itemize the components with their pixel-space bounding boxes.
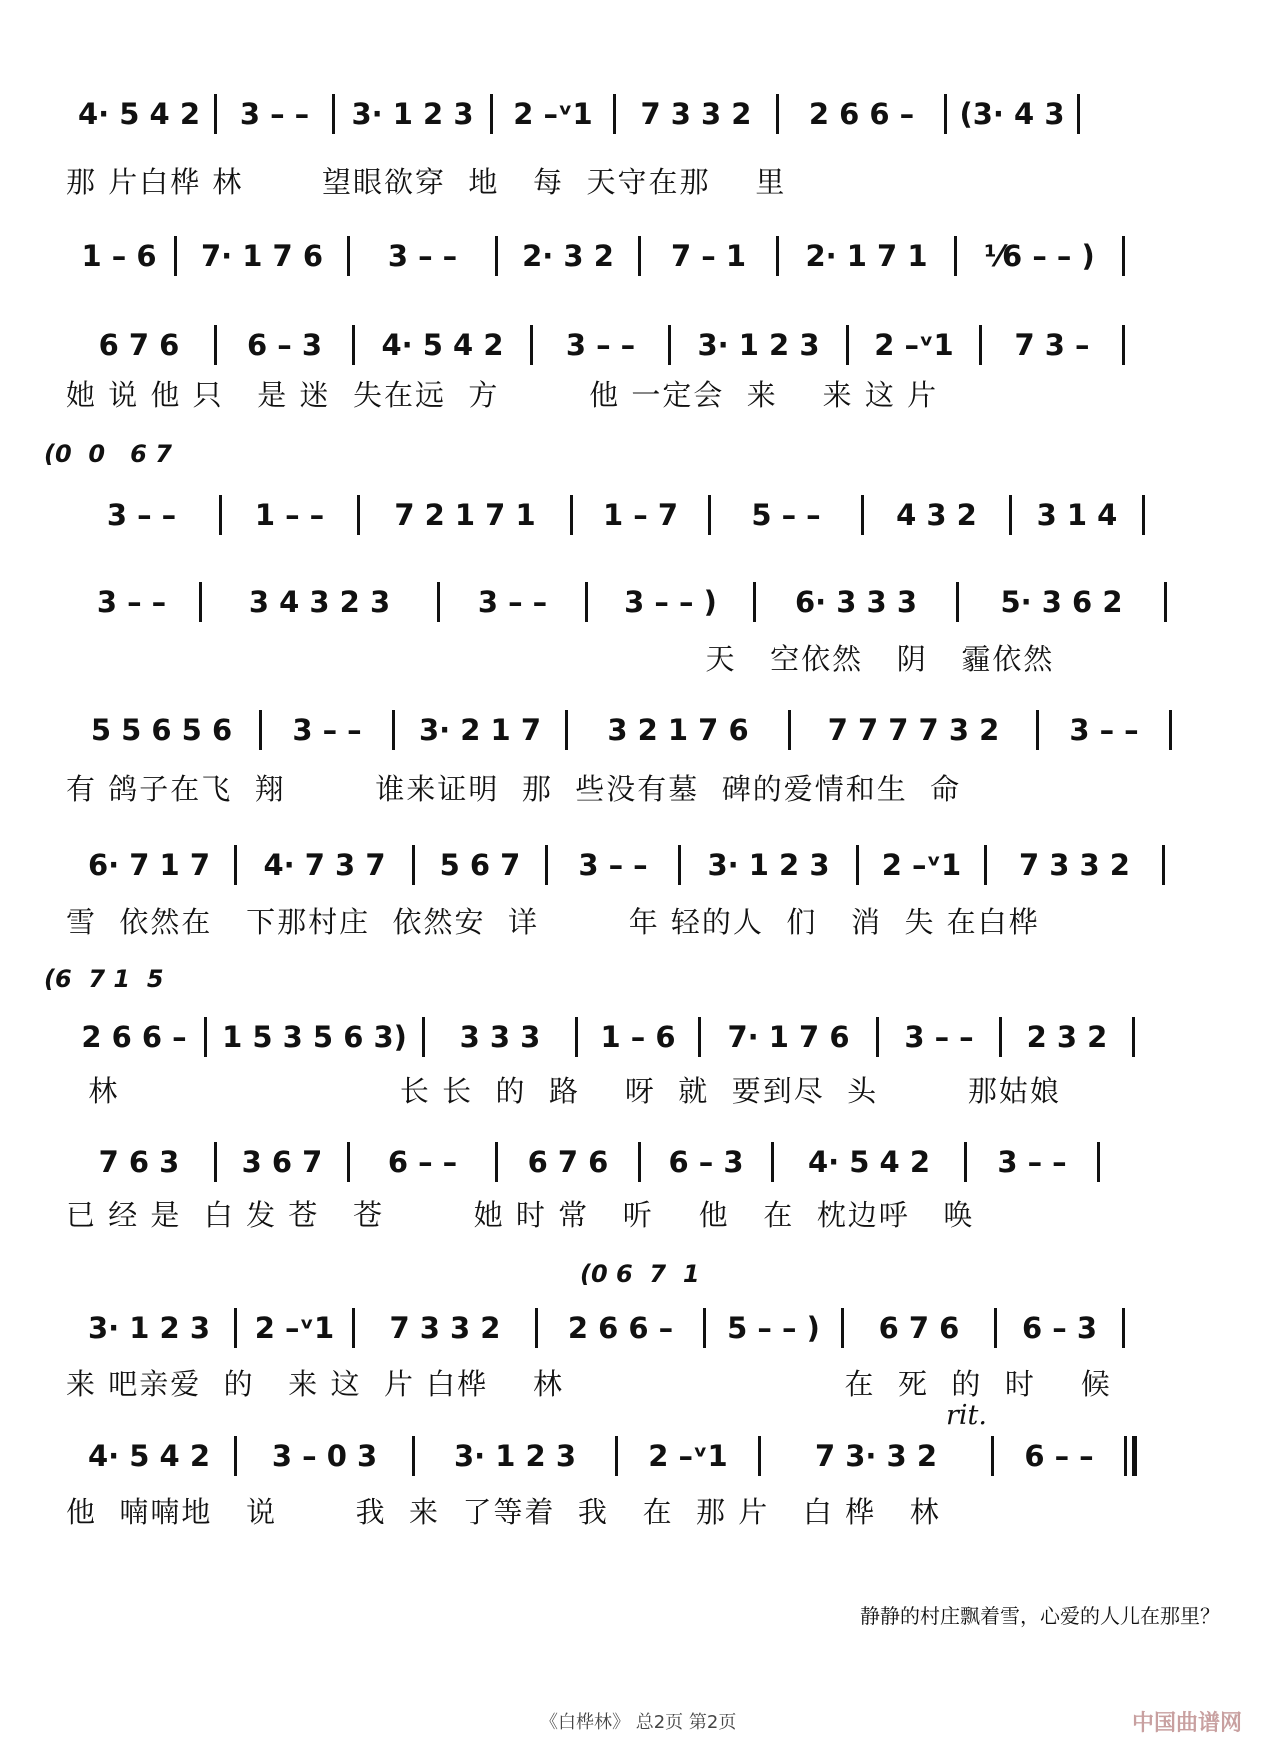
measure: 2 6 6 – <box>81 1020 187 1054</box>
measure: 6· 7 1 7 <box>87 848 211 882</box>
measure: 5 5 6 5 6 <box>90 713 233 747</box>
measure: 2 6 6 – <box>808 97 915 131</box>
measure: 4· 5 4 2 <box>381 328 504 362</box>
measure: 7 6 3 <box>98 1145 180 1179</box>
notation-line-8 <box>64 1017 1212 1057</box>
prelude-notes-10: (0 6 7 1 <box>580 1260 700 1288</box>
measure: 3 1 4 <box>1036 498 1118 532</box>
measure: 7 3 3 2 <box>389 1311 501 1345</box>
measure: 7 3 3 2 <box>1018 848 1130 882</box>
measure: 4· 5 4 2 <box>807 1145 931 1179</box>
measure: 3· 1 2 3 <box>87 1311 211 1345</box>
lyrics-line-11: 他 喃喃地 说 我 来 了等着 我 在 那 片 白 桦 林 <box>66 1495 941 1529</box>
lyrics-line-1: 那 片白桦 林 望眼欲穿 地 每 天守在那 里 <box>66 165 787 199</box>
measure: 3 4 3 2 3 <box>248 585 391 619</box>
notation-line-11 <box>64 1436 1212 1476</box>
measure: 3· 1 2 3 <box>707 848 830 882</box>
lyrics-line-9: 已 经 是 白 发 苍 苍 她 时 常 听 他 在 枕边呼 唤 <box>66 1198 975 1232</box>
measure: 6 – – <box>1024 1439 1094 1473</box>
measure: 3· 2 1 7 <box>418 713 542 747</box>
measure: 6· 3 3 3 <box>794 585 918 619</box>
measure: 3 – – <box>477 585 548 619</box>
measure: 7· 1 7 6 <box>200 239 324 273</box>
measure: 4· 7 3 7 <box>263 848 386 882</box>
measure: 7 3· 3 2 <box>814 1439 938 1473</box>
notation-line-1 <box>64 94 1212 134</box>
lyrics-line-6: 有 鸽子在飞 翔 谁来证明 那 些没有墓 碑的爱情和生 命 <box>66 772 962 806</box>
measure: 1 5 3 5 6 3) <box>222 1020 407 1054</box>
measure: 3· 1 2 3 <box>351 97 474 131</box>
notation-line-7 <box>64 845 1212 885</box>
measure: 2 –ᵛ1 <box>254 1311 335 1345</box>
measure: 6 – 3 <box>668 1145 744 1179</box>
measure: 4· 5 4 2 <box>87 1439 211 1473</box>
measure: 5 – – <box>751 498 821 532</box>
measure: 4· 5 4 2 <box>77 97 201 131</box>
measure: 6 7 6 <box>527 1145 609 1179</box>
notation-line-3 <box>64 325 1212 365</box>
measure: 3· 1 2 3 <box>453 1439 577 1473</box>
notation-line-4 <box>64 495 1212 535</box>
measure: 7· 1 7 6 <box>727 1020 850 1054</box>
measure: 2 –ᵛ1 <box>513 97 593 131</box>
notation-line-6 <box>64 710 1212 750</box>
measure: 2 –ᵛ1 <box>874 328 954 362</box>
measure: 1 – 6 <box>81 239 157 273</box>
measure: 3· 1 2 3 <box>697 328 820 362</box>
measure: 3 – 0 3 <box>271 1439 378 1473</box>
lyrics-line-8: 林 长 长 的 路 呀 就 要到尽 头 那姑娘 <box>66 1074 1061 1108</box>
measure: 7 7 7 7 3 2 <box>827 713 1000 747</box>
site-logo: 中国曲谱网 <box>1131 1711 1242 1736</box>
measure: 3 – – <box>565 328 636 362</box>
measure: (3· 4 3 <box>959 97 1065 131</box>
measure: 7 3 3 2 <box>640 97 752 131</box>
measure: 1 – – <box>254 498 325 532</box>
measure: 3 – – <box>239 97 310 131</box>
measure: 7 3 – <box>1014 328 1090 362</box>
measure: 1 – 6 <box>600 1020 676 1054</box>
measure: 4 3 2 <box>896 498 977 532</box>
ritardando-marking: rit. <box>946 1400 987 1431</box>
measure: 6 7 6 <box>98 328 180 362</box>
measure: 7 2 1 7 1 <box>394 498 536 532</box>
page-footer: 《白桦林》 总2页 第2页 <box>540 1712 737 1733</box>
measure: 5· 3 6 2 <box>1000 585 1123 619</box>
measure: 3 – – ) <box>624 585 717 619</box>
notation-line-5 <box>64 582 1212 622</box>
measure: 3 – – <box>106 498 177 532</box>
measure: ⅟6 – – ) <box>984 239 1095 273</box>
measure: 3 – – <box>904 1020 974 1054</box>
measure: 3 – – <box>578 848 648 882</box>
measure: 3 – – <box>292 713 362 747</box>
lyrics-line-5: 天 空依然 阴 霾依然 <box>66 642 1055 676</box>
measure: 7 – 1 <box>670 239 747 273</box>
measure: 3 – – <box>997 1145 1067 1179</box>
measure: 2 –ᵛ1 <box>881 848 962 882</box>
measure: 5 6 7 <box>439 848 521 882</box>
measure: 2· 3 2 <box>522 239 614 273</box>
prelude-notes-4: (0 0 6 7 <box>44 440 172 468</box>
measure: 2 6 6 – <box>567 1311 674 1345</box>
footnote-text: 静静的村庄飘着雪，心爱的人儿在那里？ <box>860 1604 1220 1628</box>
measure: 6 – 3 <box>246 328 323 362</box>
lyrics-line-3: 她 说 他 只 是 迷 失在远 方 他 一定会 来 来 这 片 <box>66 378 939 412</box>
measure: 2 3 2 <box>1026 1020 1108 1054</box>
notation-line-2 <box>64 236 1212 276</box>
measure: 6 – – <box>387 1145 458 1179</box>
measure: 2· 1 7 1 <box>805 239 928 273</box>
measure: 1 – 7 <box>602 498 679 532</box>
measure: 3 6 7 <box>241 1145 323 1179</box>
notation-line-10 <box>64 1308 1212 1348</box>
measure: 3 2 1 7 6 <box>607 713 749 747</box>
measure: 3 – – <box>96 585 167 619</box>
lyrics-line-7: 雪 依然在 下那村庄 依然安 详 年 轻的人 们 消 失 在白桦 <box>66 905 1040 939</box>
measure: 3 – – <box>1069 713 1139 747</box>
measure: 5 – – ) <box>727 1311 820 1345</box>
measure: 2 –ᵛ1 <box>648 1439 728 1473</box>
prelude-notes-8: (6 7 1 5 <box>44 965 164 993</box>
lyrics-line-10: 来 吧亲爱 的 来 这 片 白桦 林 在 死 的 时 候 <box>66 1367 1112 1401</box>
measure: 6 – 3 <box>1021 1311 1098 1345</box>
notation-line-9 <box>64 1142 1212 1182</box>
measure: 3 – – <box>387 239 458 273</box>
measure: 6 7 6 <box>878 1311 960 1345</box>
measure: 3 3 3 <box>459 1020 541 1054</box>
